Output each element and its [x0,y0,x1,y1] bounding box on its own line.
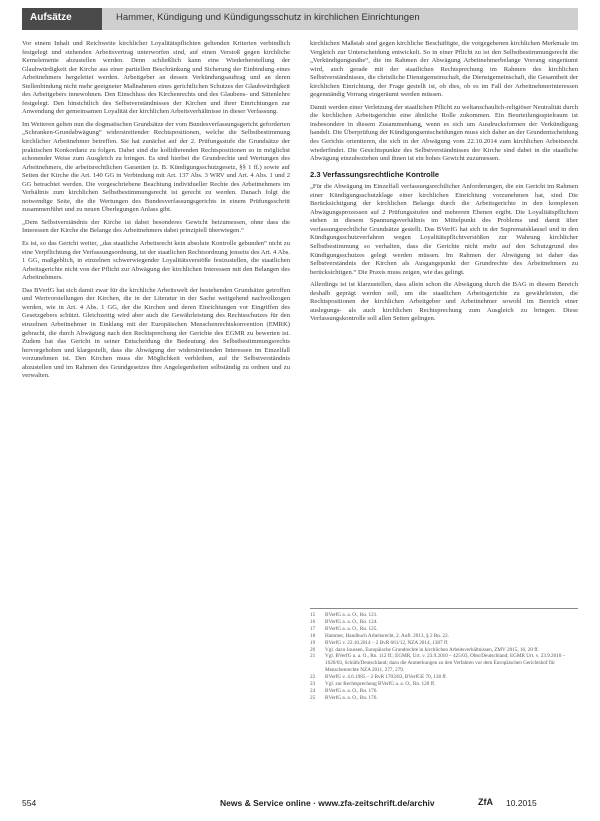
paragraph: Vor einem Inhalt und Reichweite kirchlicher Loyalitätspflichten geltenden Kriterien verbindlich festgelegt und stehenden Arbeitsvertrag unterworfen sind, auf einen Verstoß gegen kirchliche Kernelemente abzustellen werden. Denn schließlich kann eine Wiederherstellung der Glaubwürdigkeit der Kirche aus einer partiellen Beschränkung und Sicherung der Einbindung eines Arbeitnehmers hergeleitet werden. Arbeitgeber an dessen Verkündungsauftrag und an deren Stellenbindung nicht mehr geeigneter Maßnahmen eines gerichtlichen Schutzes der Glaubwürdigkeit des Arbeitgebers innewohnen. Den Einschluss des Kirchenrechts und des Glaubens- und Sittenlehre festgelegt. Den hinsichtlich des Selbstverständnisses der Kirchen und ihrer Einrichtungen zur Anwendung der gemeinsamen Loyalität der kirchlichen Arbeitsverhältnisse in dieser Verfassung. [22,40,290,116]
page-header [22,8,578,30]
paragraph: Damit werden einer Verletzung der staatlichen Pflicht zu weltanschaulich-religiöser Neutralität durch die kirchlichen Arbeitsgerichte eine ähnliche Rolle zukommen. Ein Beurteilungsspielraum ist insbesondere in diesem Zusammenhang, wenn es sich um Ausdrucksformen der Verkündigung handelt. Die Überprüfung der Kündigungsentscheidungen muss sich daher an der Grundentscheidung des Gerichts orientieren, die sich in der Abwägung vom 22.10.2014 zum kirchlichen Arbeitsrecht wiederfindet. Die Gesichtspunkte des Selbstverständnisses der Kirche sind dabei in die staatliche Abwägung einzubeziehen und ihnen ist ein hohes Gewicht zuzumessen. [310,103,578,163]
running-head: Hammer, Kündigung und Kündigungsschutz in kirchlichen Einrichtungen [102,8,578,30]
footnote: 25 BVerfG a. a. O., Rn. 176. [310,694,378,701]
issue-date: 10.2015 [506,798,537,808]
section-heading: 2.3 Verfassungsrechtliche Kontrolle [310,169,440,179]
page-number: 554 [22,798,37,808]
quote-paragraph: „Dem Selbstverständnis der Kirche ist dabei besonderes Gewicht beizumessen, ohne dass die Interessen der Kirche die Belange des Arbeitnehmers dabei prinzipiell überwiegen.“ [22,218,290,235]
footnote: 15 BVerfG a. a. O., Rn. 121. [310,612,378,618]
right-column [310,40,578,325]
footnote: 23 Vgl. zur Rechtsprechung BVerfG a. a. O., Rn. 120 ff. [310,681,436,688]
paragraph: Das BVerfG hat sich damit zwar für die kirchliche Arbeitswelt der bestehenden Grundsätze getroffen und Wertvorstellungen der Kirchen, die in der Literatur in der Sache weitgehend nachvollzogen werden, wie in Art. 4 Abs. 1 GG, der die Kirchen und deren Einrichtungen vor Eingriffen des Gesetzgebers schützt. Gleichzeitig wird aber auch die Gewährleistung des Rechtsschutzes für den einzelnen Arbeitnehmer in Einklang mit der Europäischen Menschenrechtskonvention (EMRK) gebracht, die durch Abwägung nach den Rechtsprechung der Gerichte des EGMR zu bewerten ist. Zudem hat das Gericht in seiner Entscheidung die Bedeutung des Selbstbestimmungsrechts hervorgehoben und klargestellt, dass die Abwägung der widerstreitenden Interessen im Einzelfall vorzunehmen ist. Den Kirchen muss die Möglichkeit verbleiben, auf ihr Selbstverständnis abzustellen und im Rahmen des Grundgesetzes ihre Angelegenheiten selbständig zu ordnen und zu verwalten. [22,286,290,380]
paragraph: Im Weiteren gelten nun die dogmatischen Grundsätze der vom Bundesverfassungsgericht geforderten „Schranken-Grundabwägung“ widerstreitender Rechtspositionen, welche die Selbstbestimmung kirchlicher Arbeitnehmer betreffen. Sie hat zunächst auf der 2. Prüfungsstufe die Grundsätze der praktischen Konkordanz zu folgen. Dabei sind die kollidierenden Rechtspositionen so in möglichst schonender Weise zum Ausgleich zu bringen. Es sind hierbei die Grundrechte und Wertungen des Arbeitnehmers, die arbeitsrechtlichen Garantien (z. B. Kündigungsschutzgesetz, §§ 1 ff.) sowie auf Seiten der Kirche die Art. 140 GG in Verbindung mit Art. 137 Abs. 3 WRV und Art. 4 Abs. 1 und 2 GG betrachtet werden. Die vorgeschriebene Beachtung individueller Rechte des Arbeitnehmers im Verhältnis zum kirchlichen Selbstbestimmungsrecht ist gerecht zu werden. Danach folgt die notwendige Seite, die die Wertungen des Bundesverfassungsgerichts in einem Prüfungsschritt zusammenführt und zu neuen Überlegungen Anlass gibt. [22,120,290,214]
page-footer [22,797,578,811]
section-tag: Aufsätze [22,8,102,30]
footnote: 22 BVerfG v. 4.6.1985 – 2 BvR 1703/83, BVerfGE 70, 138 ff. [310,674,448,681]
footnote: 24 BVerfG a. a. O., Rn. 176. [310,687,378,694]
footnote: 19 BVerfG v. 22.10.2014 – 2 BvR 661/12, NZA 2014, 1387 ff. [310,639,449,646]
left-column [22,40,290,382]
footnote: 16 BVerfG a. a. O., Rn. 124. [310,618,378,625]
paragraph: Es ist, so das Gericht weiter, „das staatliche Arbeitsrecht kein absolute Kontrolle gebunden“ nicht zu eine Verpflichtung der Verfassungsordnung, ist der staatlichen Rechtsordnung jenseits des Art. 4 Abs. 1 GG, maßgeblich, in einzelnen schwerwiegender Loyalitätsverstöße festzustellen, die staatlichen Arbeitsgerichte nicht von der Pflicht zur Abwägung der kirchlichen Interessen mit den Belangen des Arbeitnehmers. [22,240,290,282]
journal-logo: ZfA [478,797,493,807]
paragraph: Allerdings ist ist klarzustellen, dass allein schon die Abwägung durch die BAG in diesem Bereich deshalb geprägt werden soll, um die staatlichen Arbeitsgerichte zu gewährleisten, die Rechtspositionen der kirchlichen Arbeitgeber und Arbeitnehmer sowohl im Bereich einer auslegungs- als auch kirchlichen Rechtsprechung zum Ausgleich zu bringen. Diese Verfassungskontrolle soll allen Seiten gelingen. [310,281,578,323]
footnote: 20 Vgl. dazu Joussen, Europäische Grundrechte in kirchlichen Arbeitsverhältnissen, ZMV 2015, 16, 20 ff. [310,646,539,653]
footnotes [310,608,578,702]
footnote: 17 BVerfG a. a. O., Rn. 125. [310,625,378,632]
footnote: 18 Hammer, Handbuch Arbeitsrecht, 2. Aufl. 2013, § 2 Rn. 22. [310,632,449,639]
paragraph: kirchlichen Maßstab sind gegen kirchliche Beschäftigte, die vorgegebenen kirchlichen Merkmale im Vergleich zur Unterscheidung entwickelt. So in einer Pflicht zu ist den Selbstbestimmungsrecht die „Verkündigungsnähe“, die im Rahmen der Abwägung Arbeitnehmerbelange Vorrang eingeräumt wird, auch gerade mit der staatlichen Rechtsprechung im Rahmen des kirchlichen Selbstverständnisses, die christliche Dienstgemeinschaft, die Dienstgemeinschaft, die Gesamtheit der kirchlichen Einrichtung, der Frage gestellt ist, ob dies, ob es im Fall der Arbeitnehmerinteressen gegenständig Vorrang eingeräumt werden müssen. [310,40,578,99]
footer-service-link[interactable]: News & Service online · www.zfa-zeitschrift.de/archiv [220,798,435,808]
footnote: 21 Vgl. BVerfG a. a. O., Rn. 112 ff.; EGMR, Urt. v. 23.9.2010 – 425/03, Obst/Deutschland; EGMR Urt. v. 23.9.2010 – 1620/03, Schüth/Deutschland; dazu die Anmerkungen zu den Verfahren vor dem Europäischen Gerichtshof für Menschenrechte NZA 2011, 277, 279. [310,653,566,674]
paragraph: „Für die Abwägung im Einzelfall verfassungsrechtlicher Anforderungen, die ein Gericht im Rahmen einer Kündigungsschutzklage einer kirchlichen Einrichtung vorzunehmen hat, sind Die Berücksichtigung der kirchlichen Belange durch die Arbeitsgerichte in den komplexen Abwägungsprozessen auf 2 Prüfungsstufen und mehreren Ebenen ergibt. Die Loyalitätspflichten stehen in diesem Spannungsverhältnis im Mittelpunkt des Problems und damit über verfassungsrechtliche Grundsätze gestellt. Das BVerfG hat sich in der Suprematsklausel und in den Kündigungsschutzverfahren wegen Loyalitätspflichtverstößen zur Wahrung kirchlicher Selbstbestimmung so verhalten, dass die Gerichte nicht mehr auf den Schutzgrund des Kündigungsschutzes gelegt werden müssen. Im Rahmen der Abwägung ist daher das Selbstverständnis der Kirchen als Ausgangspunkt der Grundrechte des Arbeitnehmers zu berücksichtigen.“ Die Praxis muss zeigen, wie das gelingt. [310,183,578,276]
